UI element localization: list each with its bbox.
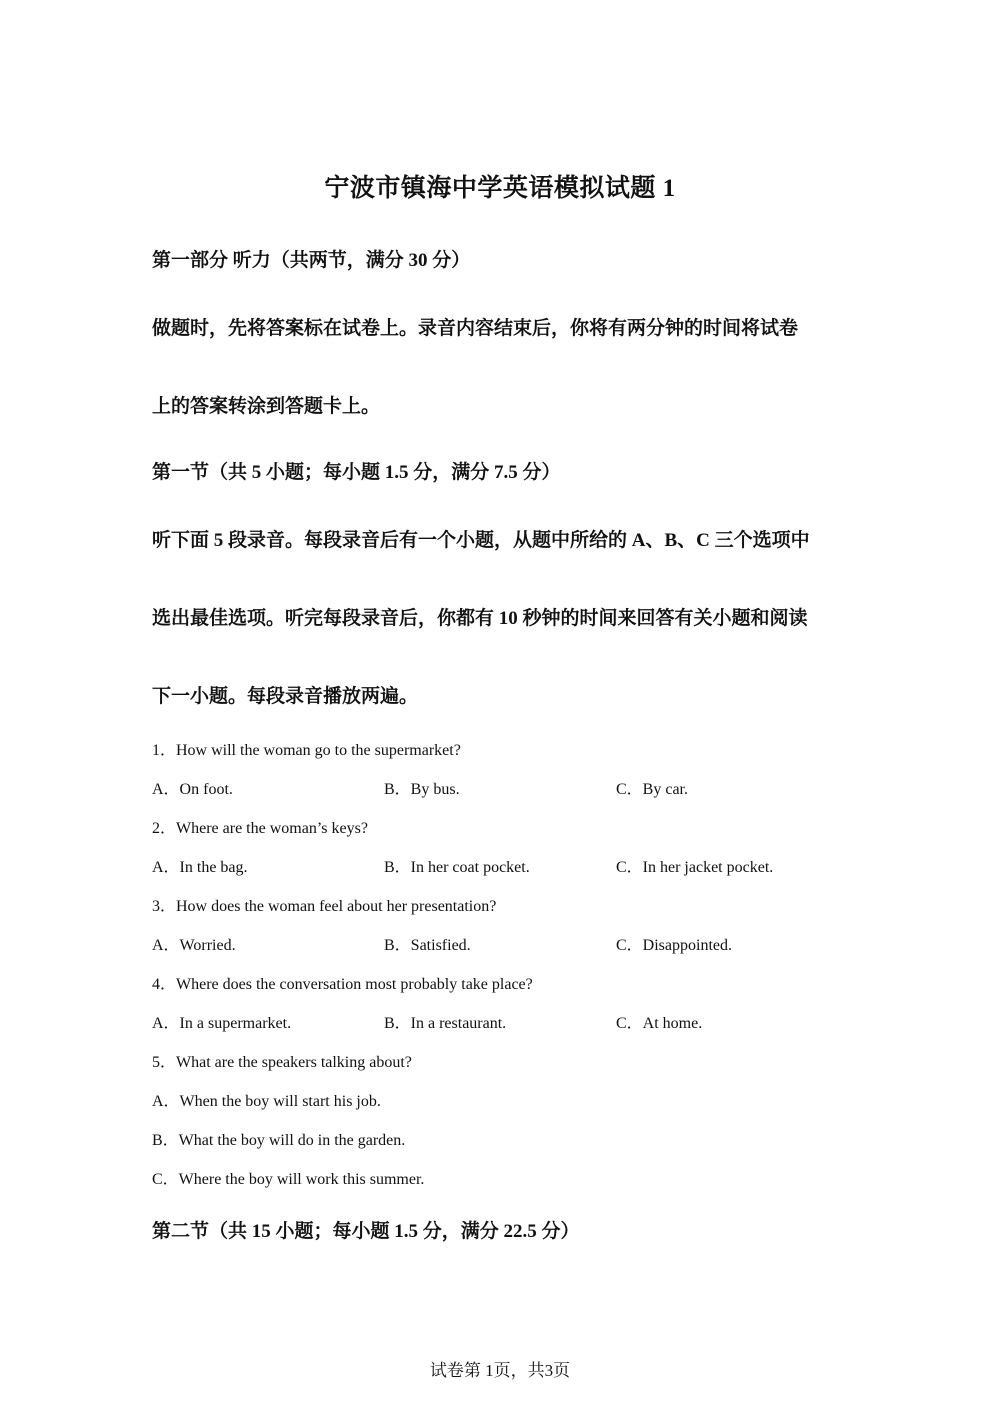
q5-option-c: C．Where the boy will work this summer.: [152, 1171, 425, 1188]
q3-option-c: C．Disappointed.: [616, 937, 732, 954]
q4-option-c: C．At home.: [616, 1015, 703, 1032]
part1-heading: 第一部分 听力（共两节，满分 30 分）: [152, 250, 471, 271]
question-5: 5．What are the speakers talking about?: [152, 1054, 412, 1071]
q2-option-b: B．In her coat pocket.: [384, 859, 530, 876]
q1-option-a: A．On foot.: [152, 781, 233, 798]
section2-heading: 第二节（共 15 小题；每小题 1.5 分，满分 22.5 分）: [152, 1221, 580, 1242]
question-3: 3．How does the woman feel about her presentation?: [152, 898, 497, 915]
part1-instruction-line2: 上的答案转涂到答题卡上。: [152, 396, 381, 417]
q3-option-b: B．Satisfied.: [384, 937, 471, 954]
question-1: 1．How will the woman go to the supermarket?: [152, 742, 461, 759]
q5-option-a: A．When the boy will start his job.: [152, 1093, 381, 1110]
section1-heading: 第一节（共 5 小题；每小题 1.5 分，满分 7.5 分）: [152, 462, 561, 483]
q1-option-b: B．By bus.: [384, 781, 460, 798]
q1-option-c: C．By car.: [616, 781, 688, 798]
exam-title: 宁波市镇海中学英语模拟试题 1: [324, 175, 676, 202]
part1-instruction-line1: 做题时，先将答案标在试卷上。录音内容结束后，你将有两分钟的时间将试卷: [152, 318, 799, 339]
section1-instruction-line2: 选出最佳选项。听完每段录音后，你都有 10 秒钟的时间来回答有关小题和阅读: [152, 608, 808, 629]
q2-option-c: C．In her jacket pocket.: [616, 859, 774, 876]
q4-option-b: B．In a restaurant.: [384, 1015, 507, 1032]
q5-option-b: B．What the boy will do in the garden.: [152, 1132, 406, 1149]
section1-instruction-line3: 下一小题。每段录音播放两遍。: [152, 686, 419, 707]
section1-instruction-line1: 听下面 5 段录音。每段录音后有一个小题，从题中所给的 A、B、C 三个选项中: [152, 530, 810, 551]
q4-option-a: A．In a supermarket.: [152, 1015, 292, 1032]
question-2: 2．Where are the woman’s keys?: [152, 820, 368, 837]
question-4: 4．Where does the conversation most probably take place?: [152, 976, 533, 993]
q2-option-a: A．In the bag.: [152, 859, 248, 876]
q3-option-a: A．Worried.: [152, 937, 236, 954]
page-footer: 试卷第 1页，共3页: [429, 1361, 571, 1380]
